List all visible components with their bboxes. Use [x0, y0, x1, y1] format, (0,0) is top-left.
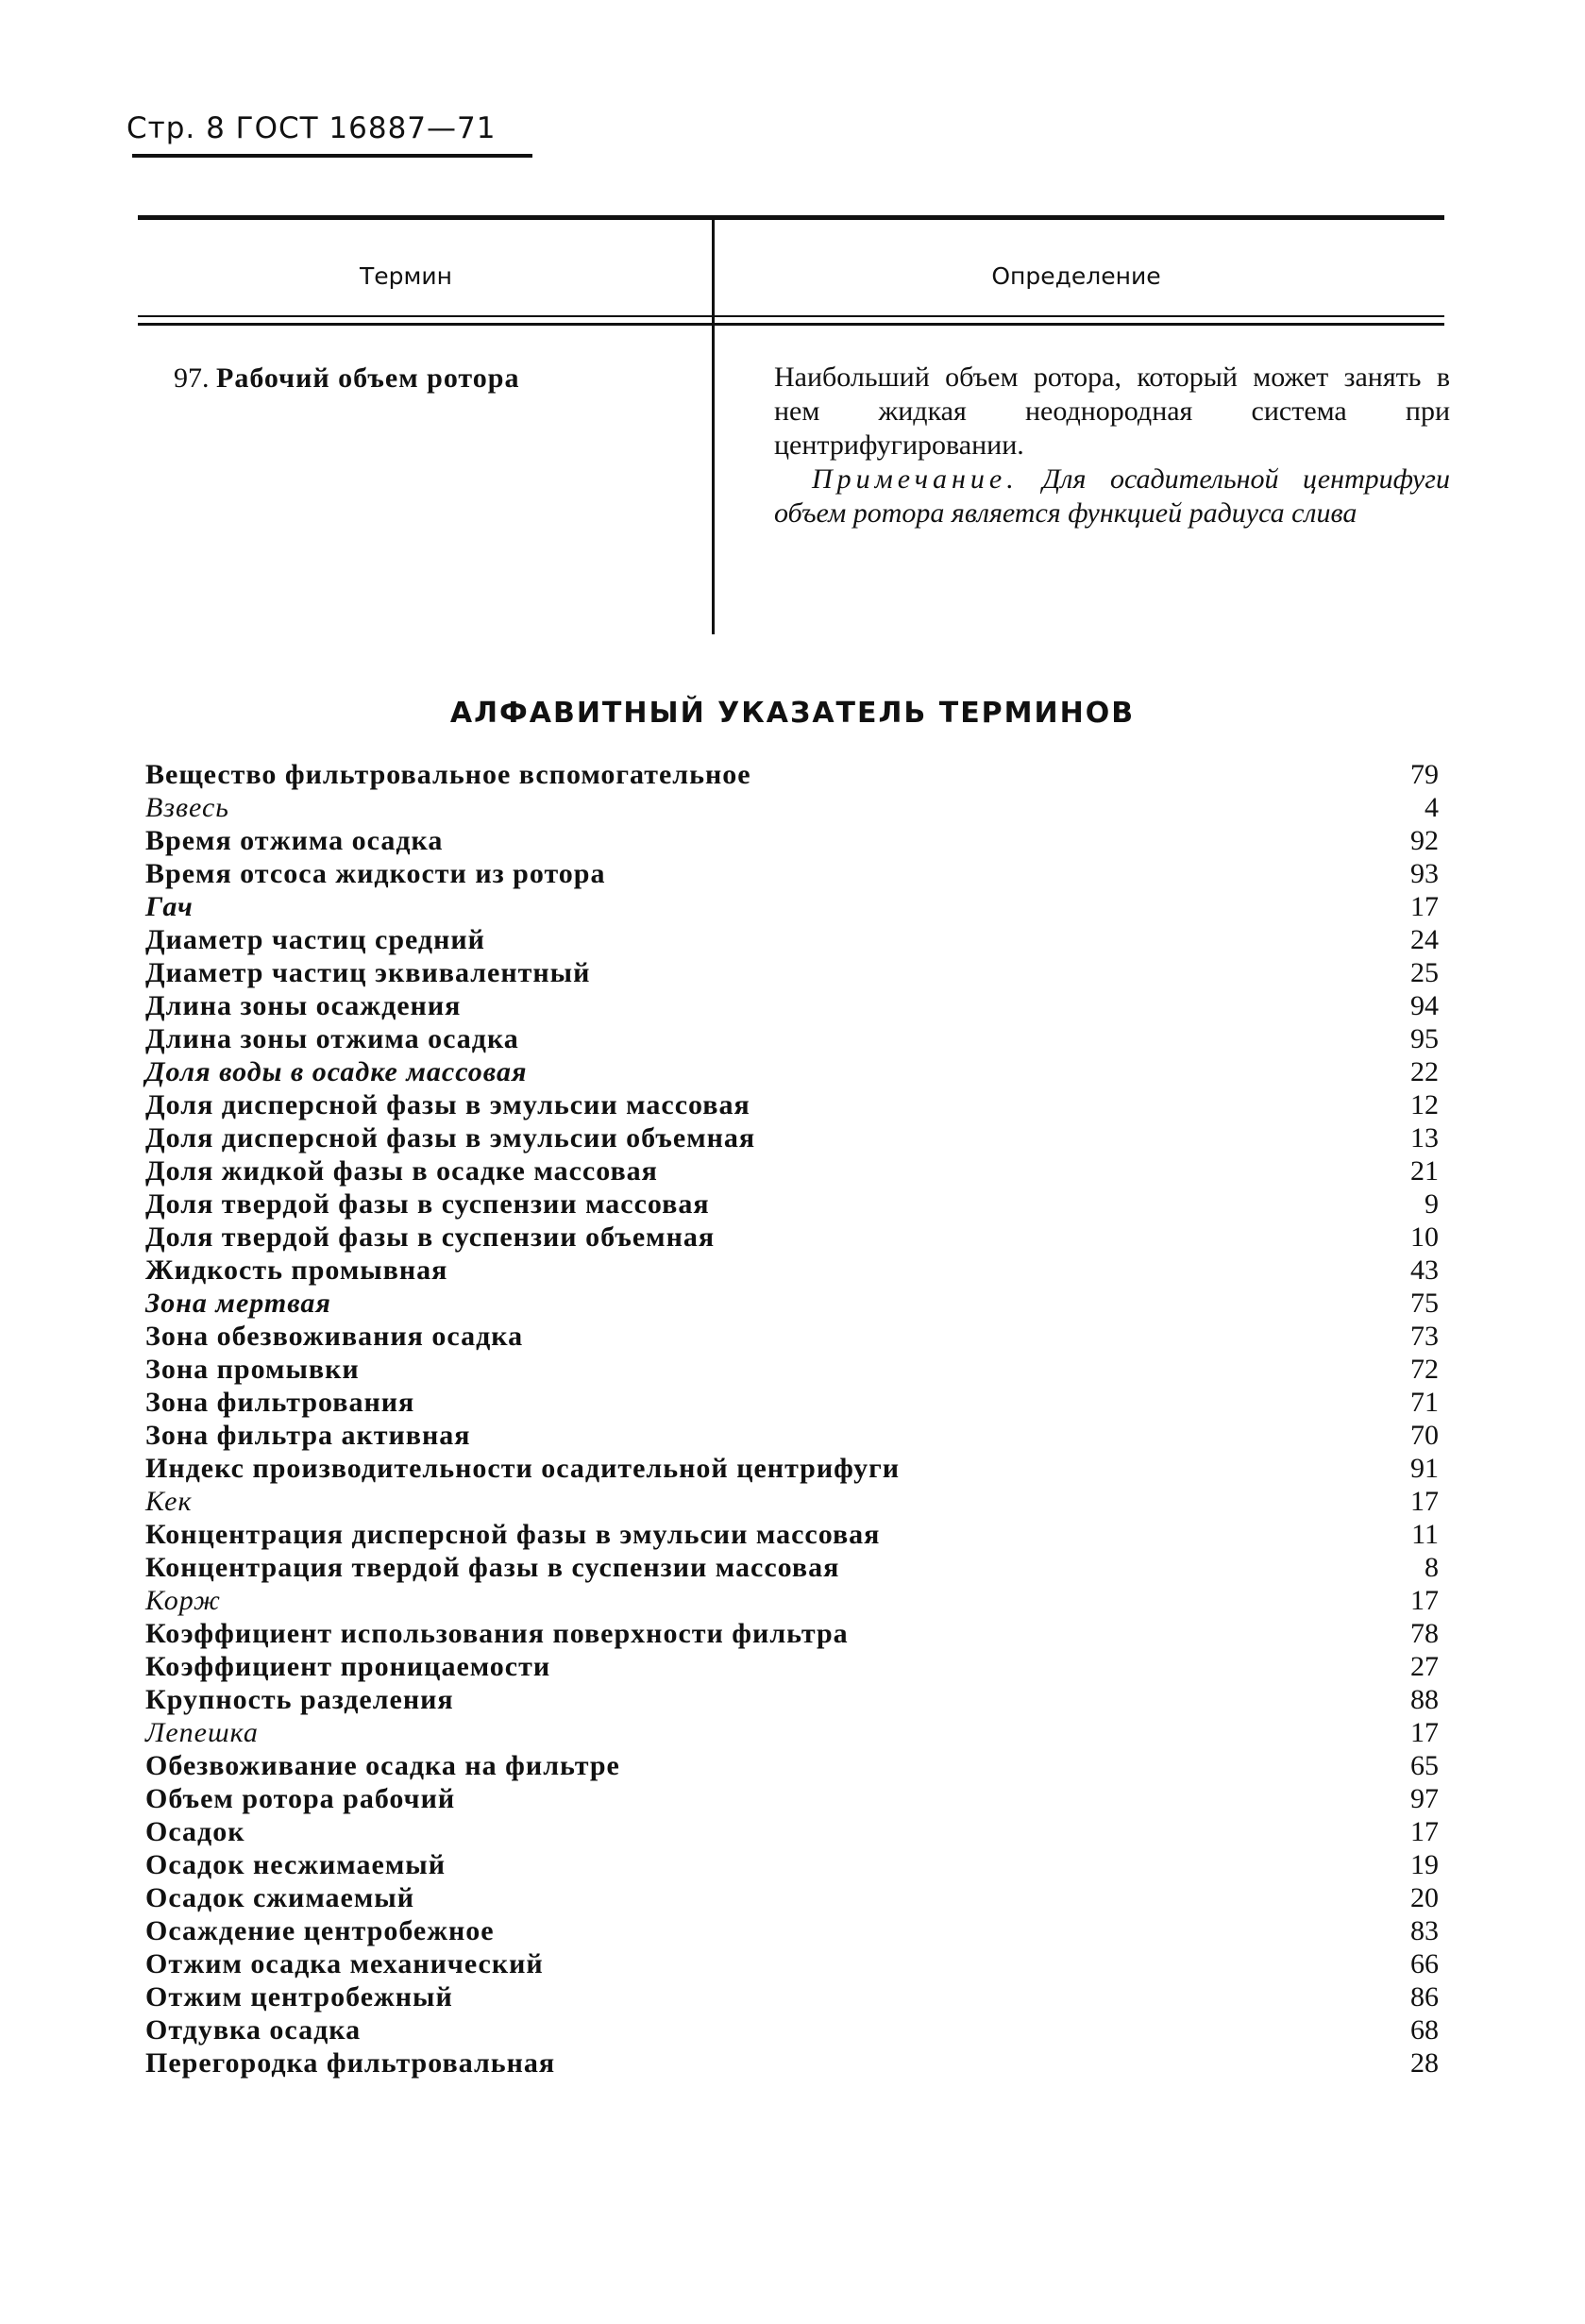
- index-term: Доля воды в осадке массовая: [145, 1056, 528, 1087]
- index-page-number: 73: [1410, 1321, 1439, 1352]
- index-row: [145, 957, 1439, 990]
- index-term: Осадок сжимаемый: [145, 1882, 415, 1913]
- index-row: [145, 1188, 1439, 1221]
- index-term: Доля твердой фазы в суспензии массовая: [145, 1188, 710, 1220]
- index-page-number: 25: [1410, 957, 1439, 988]
- index-term: Гач: [145, 891, 194, 922]
- index-term: Длина зоны отжима осадка: [145, 1023, 519, 1054]
- index-page-number: 11: [1411, 1519, 1439, 1550]
- index-row: [145, 1915, 1439, 1948]
- index-row: [145, 1453, 1439, 1486]
- index-page-number: 22: [1410, 1056, 1439, 1087]
- index-term: Объем ротора рабочий: [145, 1783, 456, 1814]
- alphabetical-index: [145, 759, 1439, 2080]
- index-row: [145, 1221, 1439, 1255]
- index-row: [145, 1684, 1439, 1717]
- index-row: [145, 1288, 1439, 1321]
- index-row: [145, 1783, 1439, 1816]
- index-row: [145, 1023, 1439, 1056]
- index-term: Коэффициент использования поверхности фильтра: [145, 1618, 849, 1649]
- index-row: [145, 1255, 1439, 1288]
- index-page-number: 91: [1410, 1453, 1439, 1484]
- index-term: Отдувка осадка: [145, 2014, 362, 2046]
- index-term: Время отжима осадка: [145, 825, 444, 856]
- index-page-number: 83: [1410, 1915, 1439, 1946]
- index-title: АЛФАВИТНЫЙ УКАЗАТЕЛЬ ТЕРМИНОВ: [449, 697, 1136, 730]
- index-page-number: 17: [1410, 1816, 1439, 1847]
- index-page-number: 70: [1410, 1420, 1439, 1451]
- index-page-number: 95: [1410, 1023, 1439, 1054]
- header-rule: [132, 154, 532, 158]
- index-page-number: 17: [1410, 1585, 1439, 1616]
- index-term: Осадок: [145, 1816, 245, 1847]
- index-row: [145, 1552, 1439, 1585]
- index-term: Доля дисперсной фазы в эмульсии объемная: [145, 1122, 756, 1154]
- index-term: Отжим осадка механический: [145, 1948, 544, 1979]
- index-row: [145, 1585, 1439, 1618]
- index-term: Осадок несжимаемый: [145, 1849, 446, 1880]
- index-page-number: 78: [1410, 1618, 1439, 1649]
- index-term: Лепешка: [145, 1717, 259, 1748]
- index-row: [145, 1981, 1439, 2014]
- index-term: Жидкость промывная: [145, 1255, 448, 1286]
- index-page-number: 20: [1410, 1882, 1439, 1913]
- index-row: [145, 1816, 1439, 1849]
- index-term: Диаметр частиц средний: [145, 924, 485, 955]
- index-page-number: 12: [1410, 1089, 1439, 1120]
- index-page-number: 79: [1410, 759, 1439, 790]
- index-page-number: 19: [1410, 1849, 1439, 1880]
- index-row: [145, 990, 1439, 1023]
- index-term: Отжим центробежный: [145, 1981, 453, 2012]
- table-entry-term: [174, 362, 519, 395]
- index-term: Коэффициент проницаемости: [145, 1651, 551, 1682]
- page-header: Стр. 8 ГОСТ 16887—71: [126, 111, 497, 145]
- index-term: Доля дисперсной фазы в эмульсии массовая: [145, 1089, 750, 1120]
- index-page-number: 43: [1410, 1255, 1439, 1286]
- index-term: Взвесь: [145, 792, 229, 823]
- definition-note: [774, 463, 1450, 530]
- index-term: Крупность разделения: [145, 1684, 454, 1715]
- index-row: [145, 1750, 1439, 1783]
- index-page-number: 93: [1410, 858, 1439, 889]
- index-page-number: 66: [1410, 1948, 1439, 1979]
- index-row: [145, 1354, 1439, 1387]
- index-page-number: 4: [1425, 792, 1439, 823]
- table-header-rule: [138, 315, 1444, 317]
- index-page-number: 24: [1410, 924, 1439, 955]
- index-row: [145, 1155, 1439, 1188]
- table-entry-definition: [774, 361, 1450, 530]
- table-top-rule: [138, 215, 1444, 220]
- entry-term-text: Рабочий объем ротора: [216, 362, 520, 394]
- index-row: [145, 1486, 1439, 1519]
- index-term: Обезвоживание осадка на фильтре: [145, 1750, 620, 1781]
- note-text: Для осадительной центрифуги объем ротора является функцией радиуса слива: [774, 463, 1450, 529]
- index-page-number: 28: [1410, 2047, 1439, 2079]
- index-term: Зона фильтрования: [145, 1387, 415, 1418]
- index-row: [145, 1420, 1439, 1453]
- index-page-number: 9: [1425, 1188, 1439, 1220]
- index-term: Корж: [145, 1585, 221, 1616]
- index-row: [145, 2047, 1439, 2080]
- index-row: [145, 924, 1439, 957]
- index-term: Зона фильтра активная: [145, 1420, 471, 1451]
- column-header-definition: Определение: [991, 262, 1161, 290]
- index-term: Вещество фильтровальное вспомогательное: [145, 759, 751, 790]
- index-term: Время отсоса жидкости из ротора: [145, 858, 606, 889]
- index-page-number: 10: [1410, 1221, 1439, 1253]
- index-page-number: 71: [1410, 1387, 1439, 1418]
- index-term: Зона мертвая: [145, 1288, 331, 1319]
- index-row: [145, 1651, 1439, 1684]
- index-term: Доля жидкой фазы в осадке массовая: [145, 1155, 658, 1187]
- index-row: [145, 792, 1439, 825]
- index-page-number: 72: [1410, 1354, 1439, 1385]
- definition-text: Наибольший объем ротора, который может занять в нем жидкая неоднородная система при центрифугировании.: [774, 362, 1450, 461]
- index-row: [145, 858, 1439, 891]
- index-row: [145, 759, 1439, 792]
- index-page-number: 68: [1410, 2014, 1439, 2046]
- index-page-number: 86: [1410, 1981, 1439, 2012]
- index-page-number: 97: [1410, 1783, 1439, 1814]
- note-label: Примечание.: [812, 463, 1019, 495]
- index-row: [145, 1882, 1439, 1915]
- index-row: [145, 1056, 1439, 1089]
- index-page-number: 21: [1410, 1155, 1439, 1187]
- index-row: [145, 1122, 1439, 1155]
- index-row: [145, 1849, 1439, 1882]
- index-row: [145, 2014, 1439, 2047]
- index-row: [145, 1089, 1439, 1122]
- index-term: Индекс производительности осадительной центрифуги: [145, 1453, 901, 1484]
- index-row: [145, 1618, 1439, 1651]
- index-term: Зона промывки: [145, 1354, 360, 1385]
- index-term: Перегородка фильтровальная: [145, 2047, 556, 2079]
- index-page-number: 27: [1410, 1651, 1439, 1682]
- index-term: Концентрация твердой фазы в суспензии массовая: [145, 1552, 840, 1583]
- index-row: [145, 1321, 1439, 1354]
- index-page-number: 88: [1410, 1684, 1439, 1715]
- entry-number: 97.: [174, 362, 210, 394]
- table-header-rule-double: [138, 323, 1444, 326]
- index-row: [145, 1717, 1439, 1750]
- index-term: Осаждение центробежное: [145, 1915, 495, 1946]
- index-row: [145, 1948, 1439, 1981]
- index-term: Доля твердой фазы в суспензии объемная: [145, 1221, 716, 1253]
- index-page-number: 8: [1425, 1552, 1439, 1583]
- index-term: Концентрация дисперсной фазы в эмульсии массовая: [145, 1519, 881, 1550]
- index-term: Длина зоны осаждения: [145, 990, 462, 1021]
- index-row: [145, 825, 1439, 858]
- index-page-number: 17: [1410, 1486, 1439, 1517]
- column-header-term: Термин: [360, 262, 452, 290]
- index-term: Зона обезвоживания осадка: [145, 1321, 524, 1352]
- table-column-divider: [712, 219, 715, 634]
- index-term: Диаметр частиц эквивалентный: [145, 957, 591, 988]
- index-page-number: 65: [1410, 1750, 1439, 1781]
- index-page-number: 17: [1410, 891, 1439, 922]
- index-page-number: 75: [1410, 1288, 1439, 1319]
- index-page-number: 92: [1410, 825, 1439, 856]
- index-term: Кек: [145, 1486, 193, 1517]
- index-page-number: 17: [1410, 1717, 1439, 1748]
- index-page-number: 94: [1410, 990, 1439, 1021]
- index-row: [145, 891, 1439, 924]
- index-row: [145, 1519, 1439, 1552]
- index-row: [145, 1387, 1439, 1420]
- index-page-number: 13: [1410, 1122, 1439, 1154]
